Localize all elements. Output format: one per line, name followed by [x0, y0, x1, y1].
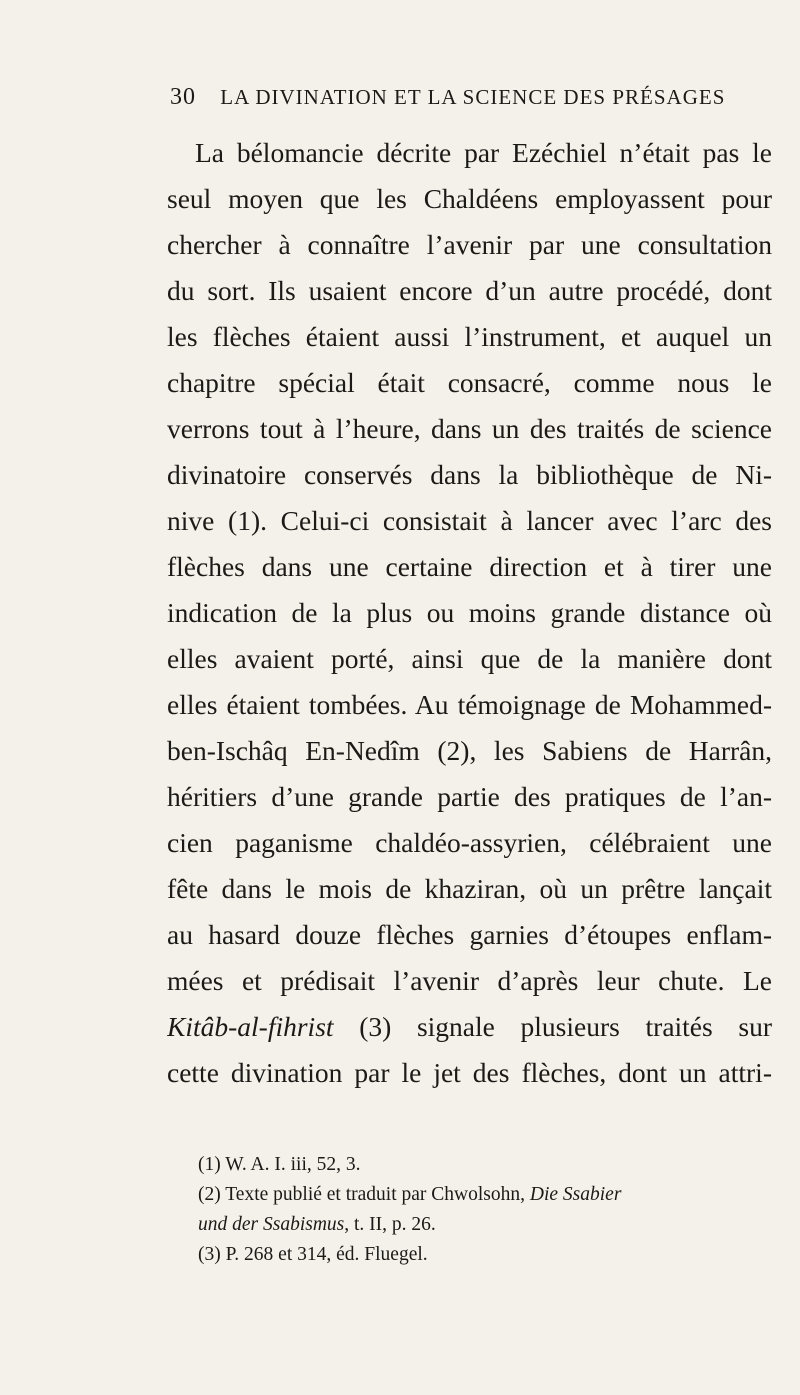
footnote-1: (1) W. A. I. iii, 52, 3. — [198, 1154, 361, 1175]
text-line: les flèches étaient aussi l’instrument, et auquel un — [167, 321, 772, 352]
text-fragment: (3) signale plusieurs traités sur — [333, 1011, 772, 1042]
footnote-2 — [198, 1180, 773, 1210]
footnote-2-continued — [198, 1210, 773, 1240]
text-line: cien paganisme chaldéo-assyrien, célébraient une — [167, 827, 772, 858]
text-line: au hasard douze flèches garnies d’étoupes enflam- — [167, 919, 772, 950]
text-line-with-title — [167, 1004, 772, 1050]
footnote-title: Die Ssabier — [529, 1184, 622, 1205]
text-line: nive (1). Celui-ci consistait à lancer avec l’arc des — [167, 505, 772, 536]
text-line: verrons tout à l’heure, dans un des traités de science — [167, 413, 772, 444]
footnote-3: (3) P. 268 et 314, éd. Fluegel. — [198, 1244, 428, 1265]
book-title: Kitâb-al-fihrist — [167, 1011, 334, 1042]
text-line: indication de la plus ou moins grande distance où — [167, 597, 772, 628]
text-line: elles avaient porté, ainsi que de la manière dont — [167, 643, 772, 674]
text-line: seul moyen que les Chaldéens employassent pour — [167, 183, 772, 214]
footnote-text: (2) Texte publié et traduit par Chwolsohn, — [198, 1184, 530, 1205]
text-line: elles étaient tombées. Au témoignage de Mohammed- — [167, 689, 772, 720]
footnotes — [198, 1150, 773, 1270]
text-line: mées et prédisait l’avenir d’après leur chute. Le — [167, 965, 772, 996]
footnote-title: und der Ssabismus — [198, 1214, 345, 1235]
footnote-text: , t. II, p. 26. — [344, 1214, 436, 1235]
text-line: chapitre spécial était consacré, comme nous le — [167, 367, 772, 398]
text-line: cette divination par le jet des flèches, dont un attri- — [167, 1057, 772, 1088]
text-line: ben-Ischâq En-Nedîm (2), les Sabiens de Harrân, — [167, 735, 772, 766]
page-number: 30 — [170, 84, 196, 110]
text-line: fête dans le mois de khaziran, où un prêtre lançait — [167, 873, 772, 904]
text-line: du sort. Ils usaient encore d’un autre procédé, dont — [167, 275, 772, 306]
body-paragraph — [167, 130, 772, 1096]
running-header — [170, 84, 770, 111]
text-line: divinatoire conservés dans la bibliothèque de Ni- — [167, 459, 772, 490]
text-line: héritiers d’une grande partie des pratiques de l’an- — [167, 781, 772, 812]
text-line: La bélomancie décrite par Ezéchiel n’était pas le — [195, 137, 772, 168]
text-line: flèches dans une certaine direction et à tirer une — [167, 551, 772, 582]
running-title: LA DIVINATION ET LA SCIENCE DES PRÉSAGES — [220, 85, 726, 109]
text-line: chercher à connaître l’avenir par une consultation — [167, 229, 772, 260]
